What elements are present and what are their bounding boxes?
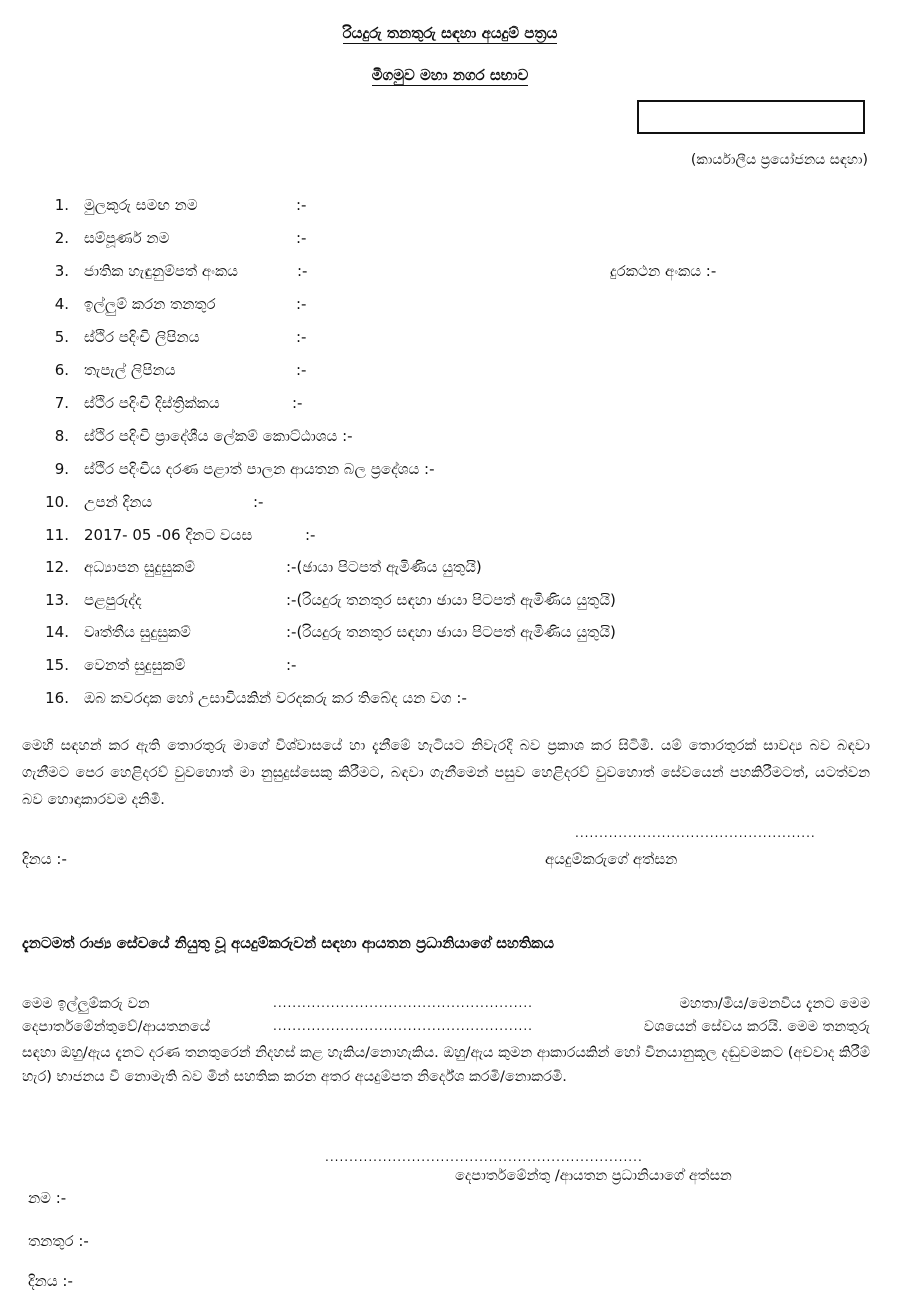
field-number: 9. [54, 460, 69, 478]
post-label: තනතුර :- [28, 1232, 89, 1250]
cert-line-2-end: වශයෙන් සේවය කරයි. මෙම තනතුරු [643, 1019, 870, 1035]
applicant-signature-label: අයදුම්කරුගේ අත්සන [545, 850, 678, 868]
field-value-blank[interactable]: :- [296, 295, 307, 313]
cert-line-2-start: දෙපාර්තමේන්තුවේ/ආයතනයේ [22, 1019, 211, 1035]
field-number: 10. [45, 493, 69, 511]
designation-blank[interactable]: ...................................................... [273, 1019, 533, 1033]
field-value-blank[interactable]: :- [297, 262, 308, 280]
office-use-box[interactable] [637, 100, 865, 134]
field-value-blank[interactable]: :-(රියදුරු තනතුර සඳහා ඡායා පිටපත් ඇමිණිය යුතුයි) [286, 591, 616, 609]
field-number: 3. [54, 262, 69, 280]
head-signature-line[interactable]: .................................................................. [325, 1150, 643, 1164]
phone-number-label: දුරකථන අංකය :- [610, 262, 717, 280]
field-label: ස්ථිර පදිංචිය දරණ පළාත් පාලන ආයතන බල ප්‍රදේශය :- [84, 460, 435, 478]
field-label: මුලකුරු සමඟ නම [84, 196, 198, 214]
field-label: ස්ථිර පදිංචි ප්‍රාදේශීය ලේකම් කොට්ඨාශය :- [84, 427, 353, 445]
field-number: 13. [45, 591, 69, 609]
field-number: 4. [54, 295, 69, 313]
field-value-blank[interactable]: :- [296, 361, 307, 379]
field-value-blank[interactable]: :-(රියදුරු තනතුර සඳහා ඡායා පිටපත් ඇමිණිය යුතුයි) [286, 623, 616, 641]
field-number: 8. [54, 427, 69, 445]
field-number: 14. [45, 623, 69, 641]
field-number: 6. [54, 361, 69, 379]
cert-line-1-end: මහතා/මිය/මෙනවිය දැනට මෙම [679, 996, 870, 1012]
field-label: අධ්‍යාපන සුදුසුකම් [84, 558, 196, 576]
field-value-blank[interactable]: :-(ඡායා පිටපත් ඇමිණිය යුතුයි) [286, 558, 482, 576]
field-value-blank[interactable]: :- [305, 526, 316, 544]
field-number: 2. [54, 229, 69, 247]
form-title: රියදුරු තනතුරු සඳහා අයදුම් පත්‍රය [342, 24, 558, 42]
field-number: 16. [45, 689, 69, 707]
field-label: ජාතික හැඳුනුම්පත් අංකය [84, 262, 238, 280]
certificate-heading: දැනටමත් රාජ්‍ය සේවයේ නියුතු වූ අයදුම්කරුවන් සඳහා ආයතන ප්‍රධානියාගේ සහතිකය [22, 934, 554, 952]
declaration-text: මෙහි සඳහන් කර ඇති තොරතුරු මාගේ විශ්වාසයේ හා දැනීමේ හැටියට නිවැරදි බව ප්‍රකාශ කර සිටිමි. යම් තොරතුරක් සාවද්‍ය බව බඳවා ගැනීමට පෙර හෙළිදරව් වුවහොත් මා නුසුදුස්සෙකු කිරීමට, බඳවා ගැනීමෙන් පසුව හෙළිදරව් වුවහොත් සේවයෙන් පහකිරීමටත්, යටත්වන බව හොඳාකාරවම දනිමි. [22, 738, 870, 808]
cert-line-1-start: මෙම ඉල්ලුම්කරු වන [22, 996, 150, 1012]
field-value-blank[interactable]: :- [286, 656, 297, 674]
field-value-blank[interactable]: :- [296, 328, 307, 346]
field-number: 7. [54, 394, 69, 412]
field-label: පළපුරුද්ද [84, 591, 142, 609]
field-number: 1. [54, 196, 69, 214]
field-number: 12. [45, 558, 69, 576]
field-value-blank[interactable]: :- [253, 493, 264, 511]
field-label: ස්ථිර පදිංචි ලිපිනය [84, 328, 200, 346]
field-label: ඔබ කවරදාක හෝ උසාවියකින් වරදකරු කර තිබේද යන වග :- [84, 689, 467, 707]
applicant-signature-line[interactable]: .................................................. [575, 826, 816, 840]
field-value-blank[interactable]: :- [296, 196, 307, 214]
field-label: ඉල්ලුම් කරන තනතුර [84, 295, 216, 313]
office-use-label: (කාර්යාලීය ප්‍රයෝජනය සඳහා) [690, 152, 868, 168]
field-label: උපන් දිනය [84, 493, 153, 511]
field-value-blank[interactable]: :- [292, 394, 303, 412]
name-label: නම :- [28, 1189, 67, 1207]
date-label: දිනය :- [22, 850, 67, 868]
field-number: 5. [54, 328, 69, 346]
field-label: ස්ථිර පදිංචි දිස්ත්‍රික්කය [84, 394, 220, 412]
head-signature-label: දෙපාර්තමේන්තු /ආයතන ප්‍රධානියාගේ අත්සන [455, 1168, 732, 1184]
field-label: සම්පූර්ණ නම [84, 229, 170, 247]
field-value-blank[interactable]: :- [296, 229, 307, 247]
field-number: 15. [45, 656, 69, 674]
certificate-body: සඳහා ඔහු/ඇය දැනට දරණ තනතුරෙන් නිදහස් කළ හැකිය/නොහැකිය. ඔහු/ඇය කුමන ආකාරයකින් හෝ විනයානුකූල දඬුවමකට (අවවාද කිරීම් හැර) භාජනය වී නොමැති බව මින් සහතික කරන අතර අයදුම්පත නිර්දේශ කරමි/නොකරමි. [22, 1045, 870, 1085]
applicant-name-blank[interactable]: ...................................................... [273, 996, 533, 1010]
field-label: වෘත්තීය සුදුසුකම් [84, 623, 191, 641]
field-label: තැපැල් ලිපිනය [84, 361, 176, 379]
council-name: මීගමුව මහා නගර සභාව [371, 66, 529, 84]
field-number: 11. [45, 526, 69, 544]
field-label: 2017- 05 -06 දිනට වයස [84, 526, 253, 544]
field-label: වෙනත් සුදුසුකම් [84, 656, 186, 674]
cert-date-label: දිනය :- [28, 1272, 73, 1290]
